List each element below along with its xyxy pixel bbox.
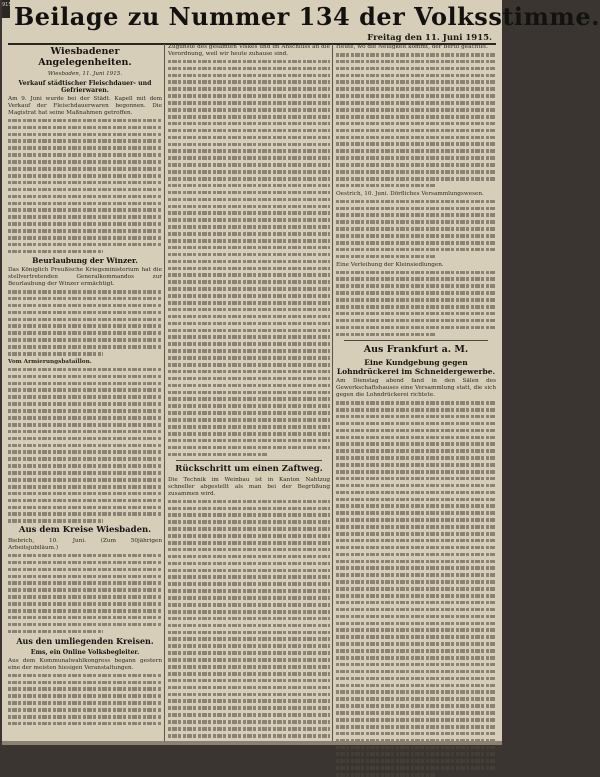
article-text-block [8,119,162,254]
article-divider [176,460,322,461]
article-text: Heute, wo die Neuigkeit kommt, der Beruf geachtet. [336,44,489,50]
article-lead: Vom Armierungsbataillon. [8,358,92,365]
article-text-block [336,53,496,188]
article-text-block [8,290,162,356]
article-text-block [336,271,496,337]
article-text-block [8,554,162,633]
article-divider [344,340,488,341]
article-heading: Verkauf städtischer Fleischdauer- und Gefrierwaren. [18,79,152,94]
article-text-block [336,401,496,777]
article-text: Oestrich, 10. Juni. Dörfliches Versammlungswesen. [336,190,484,197]
article-text: Eine Verleihung der Kleinsiedlungen. [336,261,444,268]
article-text: Aus dem Kommunalwahlkongress begann gestern eine der meisten hiesigen Veranstaltungen. [8,657,162,671]
article-text: Biebrich, 10. Juni. (Zum 50jährigen Arbeitsjubiläum.) [8,538,162,551]
page-corner-tab [2,0,10,18]
column-3 [336,44,496,742]
section-subheading: Wiesbaden, 11. Juni 1915. [47,70,123,77]
article-text-block [8,674,162,726]
column-1 [8,44,162,742]
corner-label: 915 [2,2,12,8]
article-text: Am Dienstag abend fand in den Sälen des Gewerkschaftshauses eine Versammlung statt, die sich gegen die Lohndrückerei richtete. [336,378,496,399]
article-text-block [168,60,330,456]
article-heading: Rückschritt um einen Zaftweg. [175,464,323,475]
section-subheading: Ems, ein Online Volksbegleiter. [30,648,140,656]
article-heading: Beurlaubung der Winzer. [32,255,138,265]
dateline: Freitag den 11. Juni 1915. [367,33,492,43]
section-heading: Aus Frankfurt a. M. [363,344,469,356]
section-heading: Aus den umliegenden Kreisen. [16,635,154,646]
masthead-title: Beilage zu Nummer 134 der Volksstimme. [14,2,600,31]
page-bottom-edge [2,741,502,745]
article-text-block [336,200,496,259]
article-text-block [168,500,330,745]
article-text: Am 9. Juni wurde bei der Städt. Kapell mit dem Verkauf der Fleischdauerwaren begonnen. Die Magistrat hat seine Maßnahmen getroffen. [8,96,162,116]
column-separator [332,44,333,742]
column-separator [164,44,165,742]
article-text: Die Technik im Weinbau ist in Kanton Nahtzug schneller abgestellt als man bei der Begrüßung zusammen wird. [168,476,330,497]
section-heading: Wiesbadener Angelegenheiten. [38,46,132,68]
section-heading: Aus dem Kreise Wiesbaden. [18,525,152,536]
article-heading: Eine Kundgebung gegen Lohndrückerei im Schneidergewerbe. [336,358,496,376]
column-2 [168,44,330,742]
article-text: Das Königlich Preußische Kriegsministerium hat die stellvertretenden Generalkommandos zur Beurlaubung der Winzer ermächtigt. [8,267,162,288]
article-text-block [8,368,162,523]
newspaper-page [2,0,600,745]
article-text: Zugunste des gesamten Volkes und im Anschluss an die Verordnung, weil wir heute zuhause sind. [168,44,330,57]
